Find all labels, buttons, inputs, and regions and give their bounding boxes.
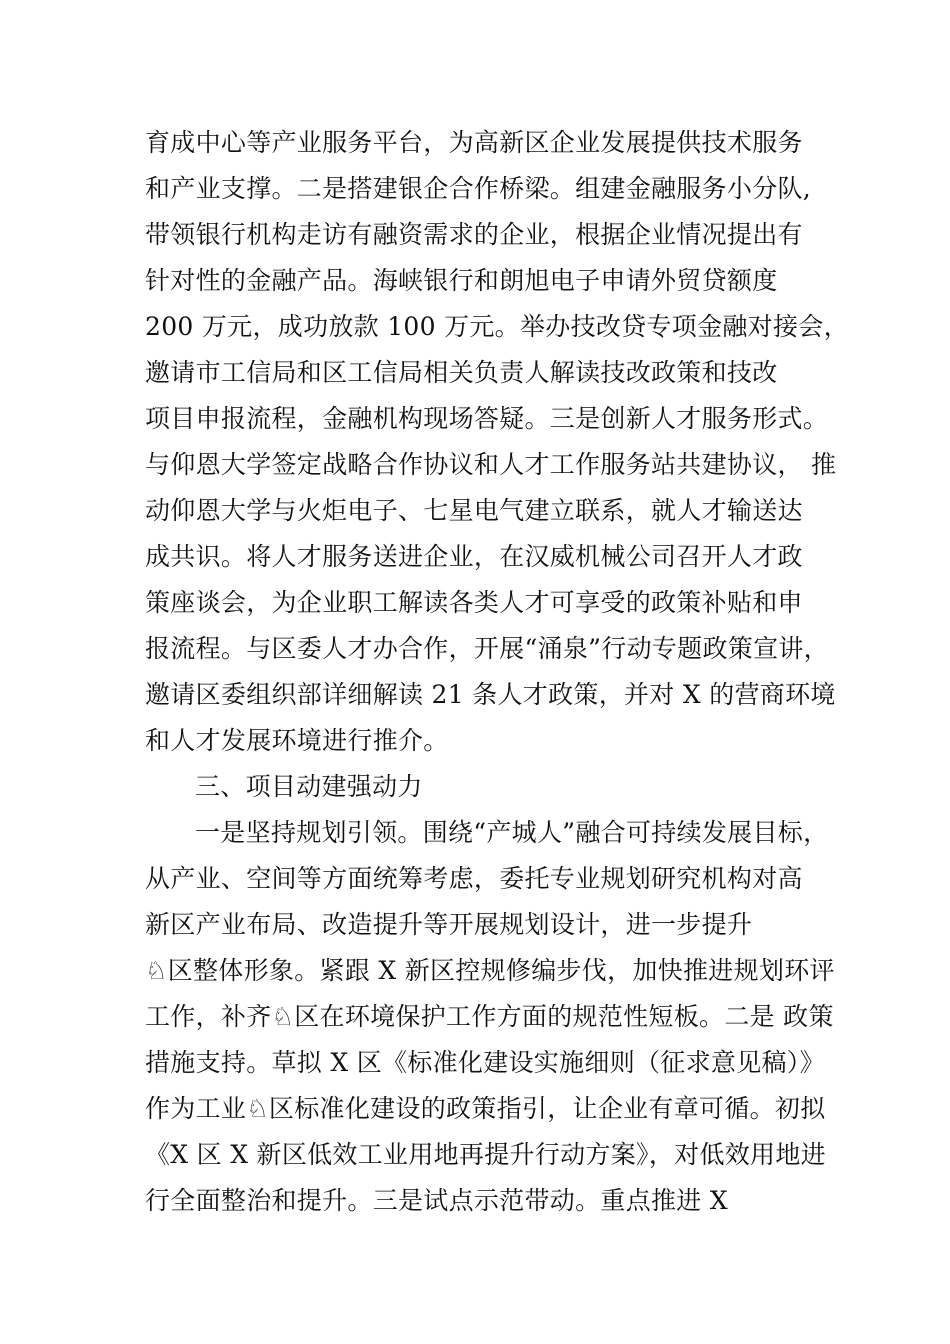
text-line: 行全面整治和提升。三是试点示范带动。重点推进 X: [145, 1186, 728, 1215]
text-line: 一是坚持规划引领。围绕“产城人”融合可持续发展目标，: [195, 818, 829, 847]
text-line: 措施支持。草拟 X 区《标准化建设实施细则（征求意见稿）》: [145, 1048, 825, 1077]
section-heading: 三、项目动建强动力: [195, 772, 423, 801]
text-line: 育成中心等产业服务平台，为高新区企业发展提供技术服务: [145, 128, 803, 157]
text-line: 200 万元，成功放款 100 万元。举办技改贷专项金融对接会，: [145, 312, 849, 341]
text-line: 邀请区委组织部详细解读 21 条人才政策，并对 X 的营商环境: [145, 680, 836, 709]
text-line: 项目申报流程，金融机构现场答疑。三是创新人才服务形式。: [145, 404, 829, 433]
text-line: 《X 区 X 新区低效工业用地再提升行动方案》，对低效用地进: [145, 1140, 826, 1169]
text-line: 和产业支撑。二是搭建银企合作桥梁。组建金融服务小分队,: [145, 174, 812, 203]
text-line: 策座谈会，为企业职工解读各类人才可享受的政策补贴和申: [145, 588, 803, 617]
text-line: 针对性的金融产品。海峡银行和朗旭电子申请外贸贷额度: [145, 266, 778, 295]
text-line: 从产业、空间等方面统筹考虑，委托专业规划研究机构对高: [145, 864, 803, 893]
text-line: 新区产业布局、改造提升等开展规划设计，进一步提升: [145, 910, 753, 939]
text-line: 邀请市工信局和区工信局相关负责人解读技改政策和技改: [145, 358, 778, 387]
text-line: 动仰恩大学与火炬电子、七星电气建立联系，就人才输送达: [145, 496, 803, 525]
text-line: 作为工业♘区标准化建设的政策指引，让企业有章可循。初拟: [145, 1094, 826, 1123]
text-line: 报流程。与区委人才办合作，开展“涌泉”行动专题政策宣讲，: [145, 634, 829, 663]
body-text: [145, 120, 849, 1224]
text-line: 带领银行机构走访有融资需求的企业，根据企业情况提出有: [145, 220, 803, 249]
text-line: 工作，补齐♘区在环境保护工作方面的规范性短板。二是 政策: [145, 1002, 834, 1031]
text-line: 与仰恩大学签定战略合作协议和人才工作服务站共建协议， 推: [145, 450, 837, 479]
text-line: 和人才发展环境进行推介。: [145, 726, 449, 755]
text-line: ♘区整体形象。紧跟 X 新区控规修编步伐，加快推进规划环评: [145, 956, 835, 985]
text-line: 成共识。将人才服务送进企业，在汉威机械公司召开人才政: [145, 542, 803, 571]
